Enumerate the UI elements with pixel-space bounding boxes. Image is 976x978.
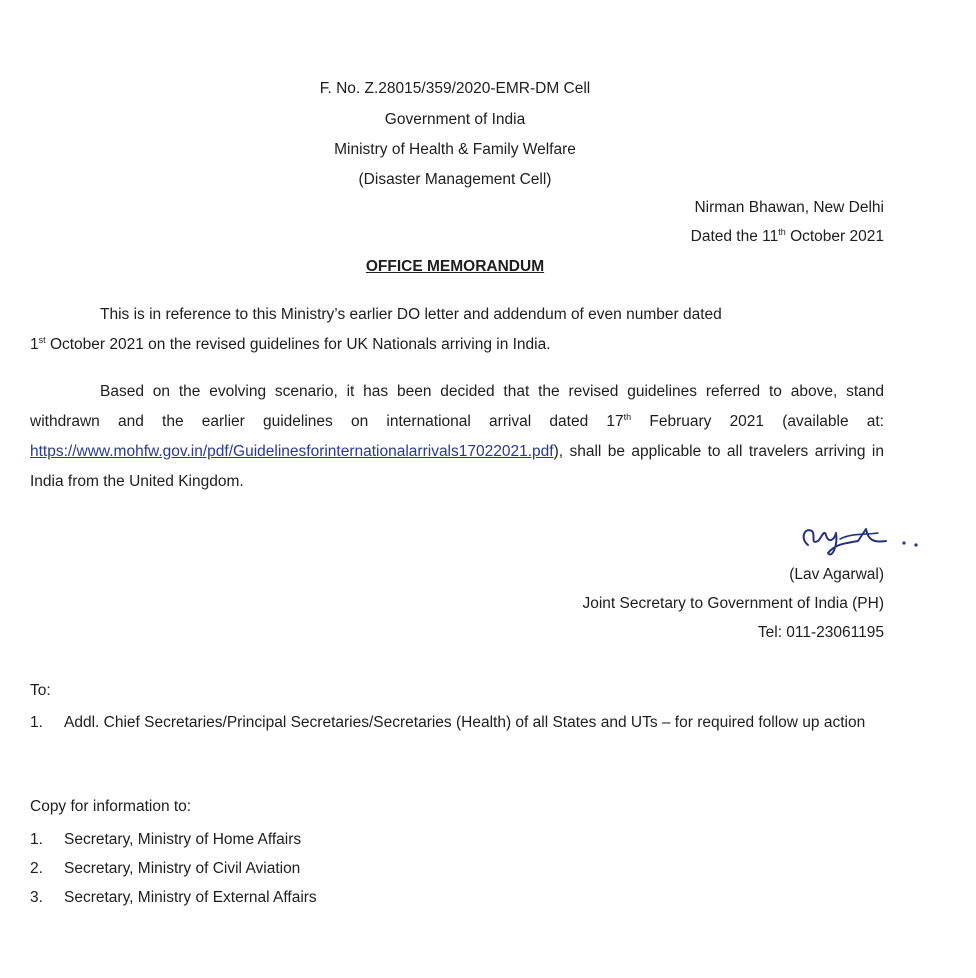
para2-part2: February 2021 (available at: [631, 413, 884, 430]
para2-part3: ), shall be applicable to all travelers arriving in India from the United Kingdom. [30, 443, 884, 490]
list-item [30, 825, 886, 854]
government-line: Government of India [384, 111, 526, 128]
date-superscript: th [778, 226, 786, 237]
date-suffix: October 2021 [785, 228, 884, 245]
list-item-text: Addl. Chief Secretaries/Principal Secretaries/Secretaries (Health) of all States and UTs – for required follow up action [64, 714, 866, 731]
list-item-number: 3. [30, 889, 43, 906]
date-line [691, 228, 884, 246]
list-item-text: Secretary, Ministry of External Affairs [64, 889, 317, 906]
list-item-number: 1. [30, 714, 43, 731]
paragraph-decision [30, 377, 884, 497]
list-item [30, 708, 886, 737]
place-line: Nirman Bhawan, New Delhi [694, 199, 884, 216]
list-item-text: Secretary, Ministry of Home Affairs [64, 831, 302, 848]
list-item [30, 854, 886, 883]
list-item [30, 883, 886, 912]
copy-label: Copy for information to: [30, 798, 192, 815]
list-item-number: 1. [30, 831, 43, 848]
para2-part1: Based on the evolving scenario, it has been decided that the revised guidelines referred to above, stand withdrawn and the earlier guidelines on international arrival dated 17 [30, 383, 884, 430]
file-number: F. No. Z.28015/359/2020-EMR-DM Cell [319, 80, 591, 97]
signatory-designation: Joint Secretary to Government of India (PH) [582, 595, 884, 612]
list-item-number: 2. [30, 860, 43, 877]
list-item-text: Secretary, Ministry of Civil Aviation [64, 860, 301, 877]
para1-line2: October 2021 on the revised guidelines for UK Nationals arriving in India. [45, 336, 551, 353]
para1-line1: This is in reference to this Ministry’s earlier DO letter and addendum of even number dated [100, 306, 722, 323]
signatory-name: (Lav Agarwal) [789, 566, 884, 583]
signature-image [796, 515, 936, 561]
para2-sup: th [623, 411, 632, 422]
to-list [30, 708, 886, 737]
para1-date-sup: st [38, 334, 46, 345]
to-label: To: [30, 682, 51, 699]
date-prefix: Dated the 11 [690, 228, 779, 245]
signatory-tel: Tel: 011-23061195 [757, 624, 884, 641]
para1-date-num: 1 [30, 336, 39, 353]
copy-list [30, 825, 886, 912]
cell-line: (Disaster Management Cell) [358, 171, 552, 188]
guidelines-link[interactable]: https://www.mohfw.gov.in/pdf/Guidelinesforinternationalarrivals17022021.pdf [30, 443, 554, 460]
memo-title: OFFICE MEMORANDUM [365, 258, 545, 275]
ministry-line: Ministry of Health & Family Welfare [334, 141, 576, 158]
paragraph-reference [30, 300, 884, 360]
